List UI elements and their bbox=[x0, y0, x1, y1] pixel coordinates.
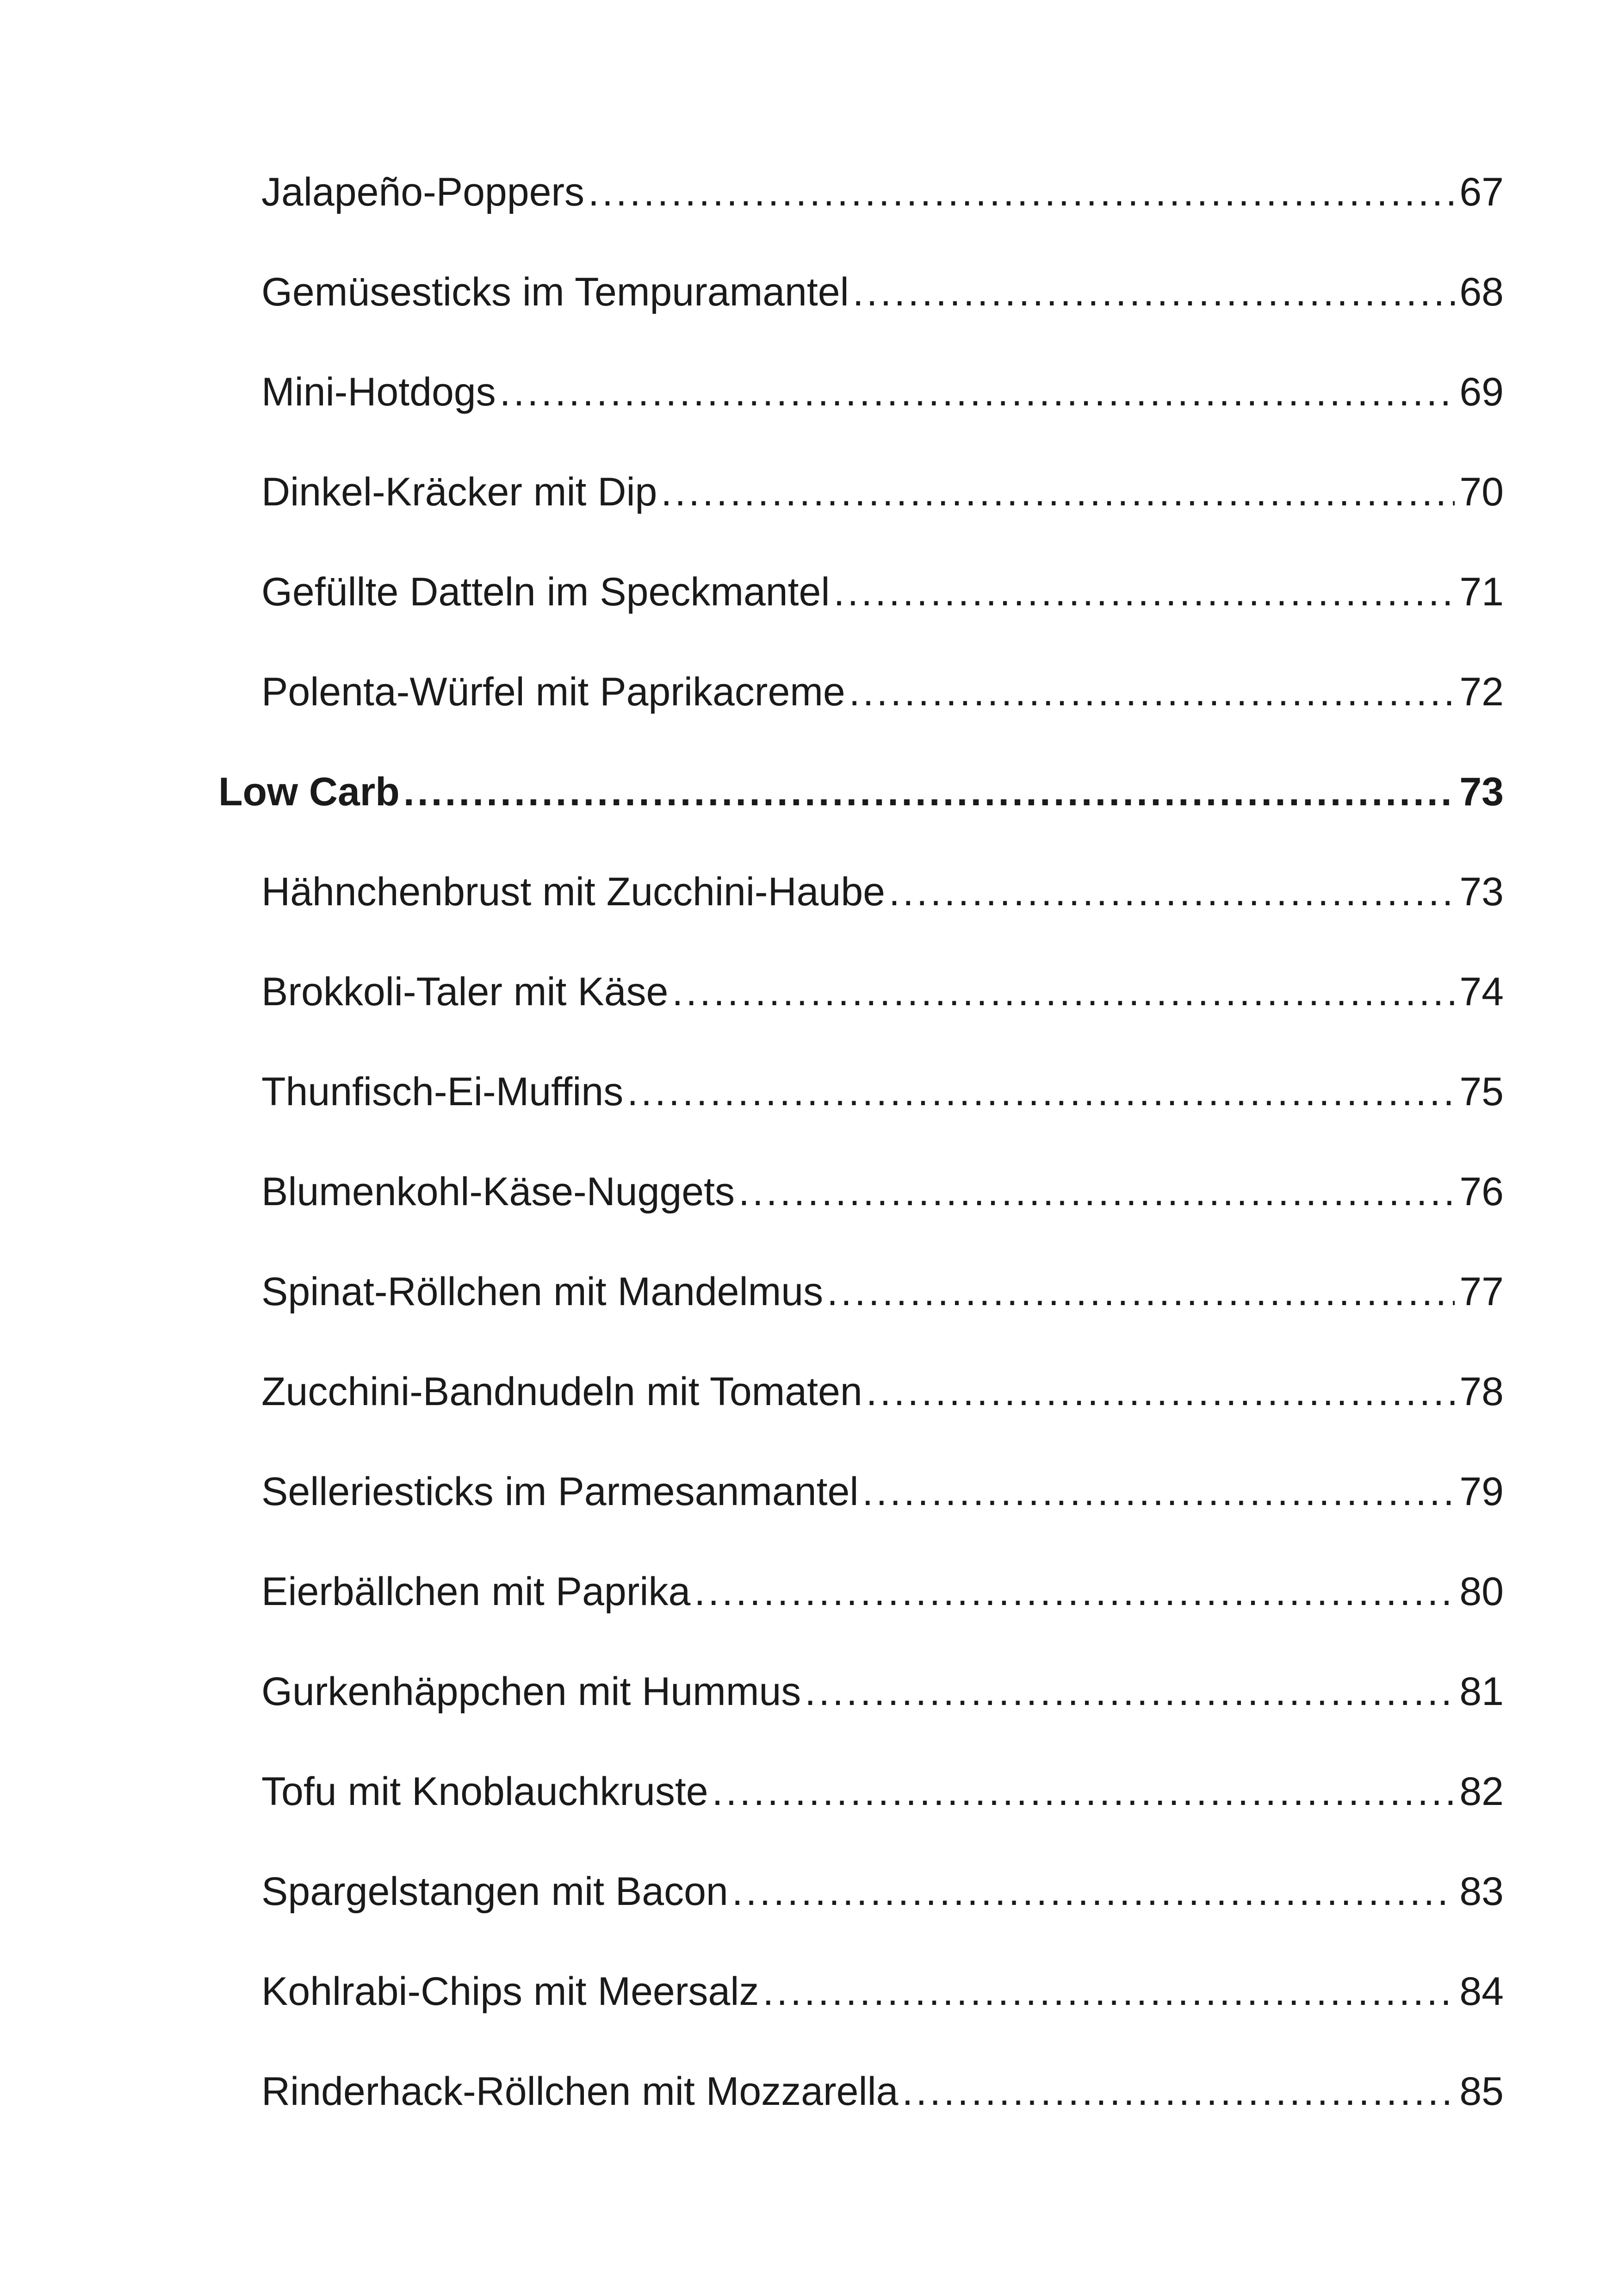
toc-entry-page-number: 84 bbox=[1459, 1969, 1504, 2014]
toc-entry-title: Tofu mit Knoblauchkruste bbox=[261, 1769, 708, 1814]
toc-entry-title: Hähnchenbrust mit Zucchini-Haube bbox=[261, 870, 885, 914]
toc-entry-title: Gefüllte Datteln im Speckmantel bbox=[261, 570, 830, 614]
toc-entry-title: Spargelstangen mit Bacon bbox=[261, 1869, 728, 1914]
toc-entry-title: Spinat-Röllchen mit Mandelmus bbox=[261, 1269, 824, 1314]
toc-entry bbox=[261, 664, 1504, 720]
toc-entry bbox=[261, 564, 1504, 620]
toc-entry bbox=[261, 1264, 1504, 1319]
dot-leader bbox=[712, 1764, 1455, 1819]
toc-entry-title: Rinderhack-Röllchen mit Mozzarella bbox=[261, 2069, 899, 2114]
dot-leader bbox=[853, 264, 1455, 320]
dot-leader bbox=[627, 1064, 1455, 1120]
toc-entry-title: Jalapeño-Poppers bbox=[261, 170, 585, 214]
toc-entry bbox=[261, 1464, 1504, 1519]
dot-leader bbox=[732, 1864, 1455, 1919]
toc-entry bbox=[261, 1064, 1504, 1120]
dot-leader bbox=[661, 464, 1455, 520]
toc-entry-title: Brokkoli-Taler mit Käse bbox=[261, 970, 669, 1014]
toc-entry-page-number: 73 bbox=[1459, 870, 1504, 914]
toc-entry bbox=[261, 264, 1504, 320]
toc-section-heading bbox=[218, 764, 1504, 820]
dot-leader bbox=[588, 164, 1455, 220]
toc-entry bbox=[261, 964, 1504, 1020]
toc-entry-page-number: 77 bbox=[1459, 1269, 1504, 1314]
dot-leader bbox=[833, 564, 1455, 620]
toc-entry-page-number: 73 bbox=[1459, 770, 1504, 814]
toc-entry bbox=[261, 1164, 1504, 1220]
toc-entry bbox=[261, 1664, 1504, 1719]
dot-leader bbox=[889, 864, 1455, 920]
toc-entry-page-number: 82 bbox=[1459, 1769, 1504, 1814]
dot-leader bbox=[862, 1464, 1455, 1519]
toc-entry-page-number: 78 bbox=[1459, 1369, 1504, 1414]
toc-entry-page-number: 69 bbox=[1459, 370, 1504, 414]
toc-entry-title: Gemüsesticks im Tempuramantel bbox=[261, 270, 849, 314]
toc-entry-page-number: 75 bbox=[1459, 1070, 1504, 1114]
dot-leader bbox=[500, 364, 1455, 420]
toc-entry-page-number: 79 bbox=[1459, 1469, 1504, 1514]
toc-entry-title: Kohlrabi-Chips mit Meersalz bbox=[261, 1969, 759, 2014]
toc-entry bbox=[261, 1964, 1504, 2019]
toc-entry-page-number: 83 bbox=[1459, 1869, 1504, 1914]
toc-entry bbox=[261, 364, 1504, 420]
dot-leader bbox=[738, 1164, 1455, 1220]
dot-leader bbox=[694, 1564, 1455, 1619]
toc-entry bbox=[261, 1864, 1504, 1919]
toc-entry-title: Polenta-Würfel mit Paprikacreme bbox=[261, 670, 845, 714]
toc-entry-page-number: 85 bbox=[1459, 2069, 1504, 2114]
toc-entry-page-number: 68 bbox=[1459, 270, 1504, 314]
toc-entry bbox=[261, 164, 1504, 220]
toc-entry-page-number: 74 bbox=[1459, 970, 1504, 1014]
toc-entry-page-number: 76 bbox=[1459, 1170, 1504, 1214]
toc-entry bbox=[261, 464, 1504, 520]
toc-entry-title: Eierbällchen mit Paprika bbox=[261, 1569, 691, 1614]
dot-leader bbox=[763, 1964, 1455, 2019]
toc-entry-page-number: 71 bbox=[1459, 570, 1504, 614]
toc-entry-page-number: 72 bbox=[1459, 670, 1504, 714]
toc-entry-page-number: 81 bbox=[1459, 1669, 1504, 1714]
toc-entry bbox=[261, 2064, 1504, 2119]
dot-leader bbox=[902, 2064, 1455, 2119]
toc-entry-title: Zucchini-Bandnudeln mit Tomaten bbox=[261, 1369, 862, 1414]
toc-entry-title: Gurkenhäppchen mit Hummus bbox=[261, 1669, 801, 1714]
toc-entry-page-number: 80 bbox=[1459, 1569, 1504, 1614]
toc-entry bbox=[261, 864, 1504, 920]
dot-leader bbox=[827, 1264, 1455, 1319]
dot-leader bbox=[805, 1664, 1455, 1719]
toc-entry bbox=[261, 1564, 1504, 1619]
toc-entry-title: Mini-Hotdogs bbox=[261, 370, 496, 414]
dot-leader bbox=[849, 664, 1455, 720]
toc-entry-title: Selleriesticks im Parmesanmantel bbox=[261, 1469, 859, 1514]
toc-entry-page-number: 70 bbox=[1459, 470, 1504, 514]
toc-entry-page-number: 67 bbox=[1459, 170, 1504, 214]
toc-entry-title: Thunfisch-Ei-Muffins bbox=[261, 1070, 624, 1114]
toc-entry bbox=[261, 1764, 1504, 1819]
dot-leader bbox=[403, 764, 1455, 820]
toc-entry-title: Low Carb bbox=[218, 770, 400, 814]
toc-entry-title: Dinkel-Kräcker mit Dip bbox=[261, 470, 657, 514]
toc-entry-title: Blumenkohl-Käse-Nuggets bbox=[261, 1170, 735, 1214]
dot-leader bbox=[672, 964, 1455, 1020]
toc-entry bbox=[261, 1364, 1504, 1419]
dot-leader bbox=[866, 1364, 1455, 1419]
